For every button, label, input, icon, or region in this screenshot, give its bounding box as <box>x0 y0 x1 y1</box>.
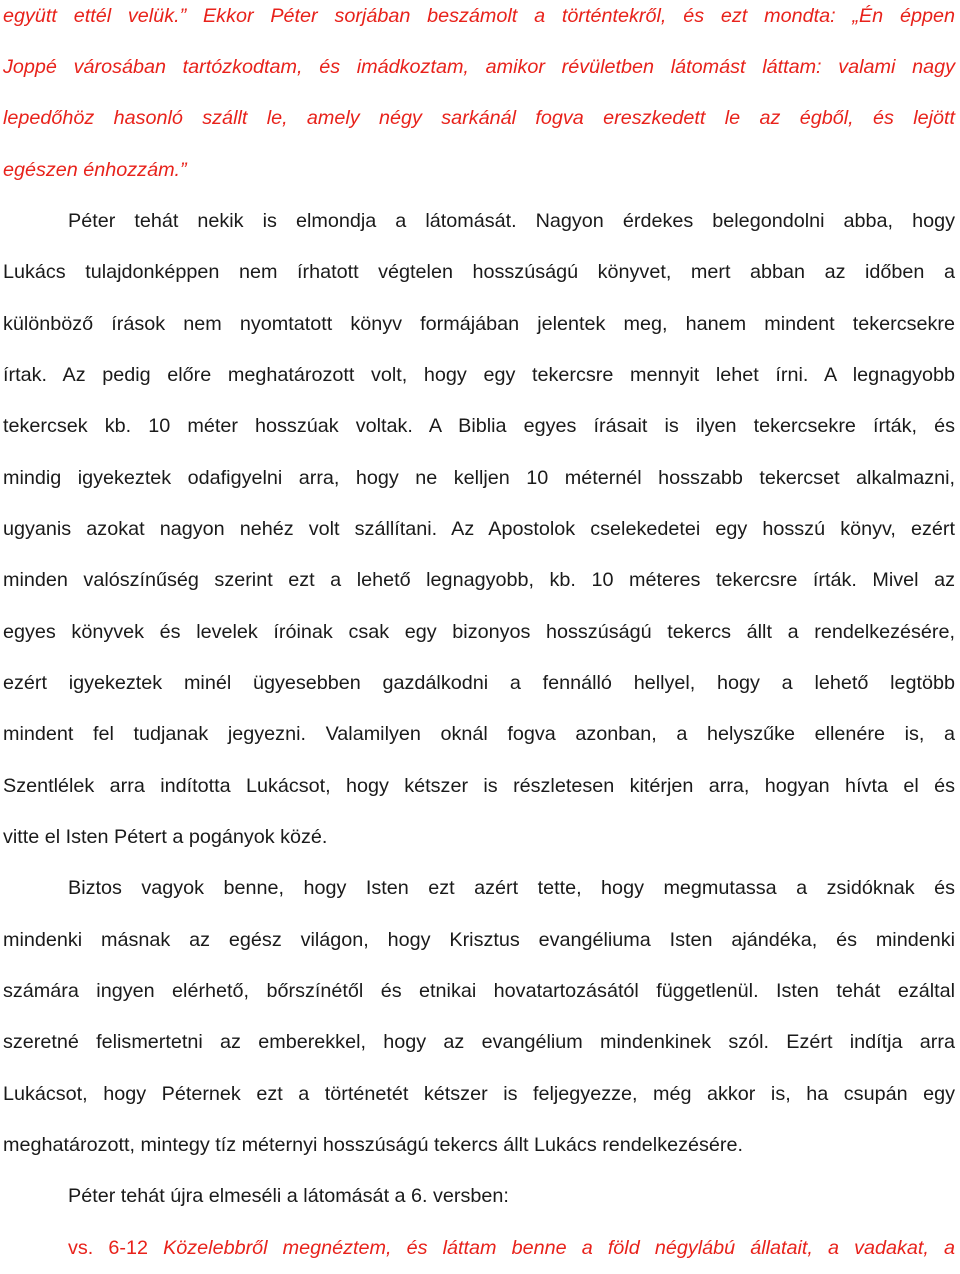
paragraph-text: vitte el Isten Pétert a pogányok közé. <box>3 826 328 848</box>
paragraph-line-3 <box>3 298 955 350</box>
paragraph2-line-5 <box>3 1068 955 1120</box>
paragraph-line-13 <box>3 811 955 863</box>
scripture-line-3 <box>3 92 955 144</box>
paragraph-text: írtak. Az pedig előre meghatározott volt, hogy egy tekercsre mennyit lehet írni. A legnagyobb <box>3 364 955 386</box>
paragraph-text: mindent fel tudjanak jegyezni. Valamilyen oknál fogva azonban, a helyszűke ellenére is, a <box>3 723 955 745</box>
paragraph3-line-1 <box>68 1170 955 1222</box>
paragraph-text: Szentlélek arra indította Lukácsot, hogy kétszer is részletesen kitérjen arra, hogyan hívta el és <box>3 775 955 797</box>
paragraph-line-6 <box>3 452 955 504</box>
paragraph-text: Péter tehát újra elmeséli a látomását a 6. versben: <box>68 1185 509 1207</box>
scripture-line-4 <box>3 144 955 196</box>
paragraph-line-2 <box>3 246 955 298</box>
scripture-text: Joppé városában tartózkodtam, és imádkoztam, amikor révületben látomást láttam: valami nagy <box>3 56 955 78</box>
paragraph-text: egyes könyvek és levelek íróinak csak egy bizonyos hosszúságú tekercs állt a rendelkezésére, <box>3 621 955 643</box>
paragraph-line-7 <box>3 503 955 555</box>
paragraph2-line-3 <box>3 965 955 1017</box>
paragraph-text: szeretné felismertetni az emberekkel, hogy az evangélium mindenkinek szól. Ezért indítja arra <box>3 1031 955 1053</box>
paragraph-text: meghatározott, mintegy tíz méternyi hosszúságú tekercs állt Lukács rendelkezésére. <box>3 1134 743 1156</box>
paragraph-line-1 <box>68 195 955 247</box>
paragraph-text: különböző írások nem nyomtatott könyv formájában jelentek meg, hanem mindent tekercsekre <box>3 313 955 335</box>
paragraph-text: Lukácsot, hogy Péternek ezt a történetét kétszer is feljegyezze, még akkor is, ha csupán egy <box>3 1083 955 1105</box>
paragraph-text: számára ingyen elérhető, bőrszínétől és etnikai hovatartozásától függetlenül. Isten tehát ezáltal <box>3 980 955 1002</box>
scripture-text: lepedőhöz hasonló szállt le, amely négy sarkánál fogva ereszkedett le az égből, és lejött <box>3 107 955 129</box>
paragraph-line-9 <box>3 606 955 658</box>
paragraph-text: ezért igyekeztek minél ügyesebben gazdálkodni a fennálló hellyel, hogy a lehető legtöbb <box>3 672 955 694</box>
paragraph2-line-2 <box>3 914 955 966</box>
paragraph-line-12 <box>3 760 955 812</box>
paragraph-text: ugyanis azokat nagyon nehéz volt szállítani. Az Apostolok cselekedetei egy hosszú könyv, ezért <box>3 518 955 540</box>
scripture-text: együtt ettél velük.” Ekkor Péter sorjában beszámolt a történtekről, és ezt mondta: „Én éppen <box>3 5 955 27</box>
scripture-text: Közelebbről megnéztem, és láttam benne a föld négylábú állatait, a vadakat, a <box>163 1237 955 1259</box>
paragraph-line-11 <box>3 708 955 760</box>
paragraph-text: mindenki másnak az egész világon, hogy Krisztus evangéliuma Isten ajándéka, és mindenki <box>3 929 955 951</box>
paragraph-text: Biztos vagyok benne, hogy Isten ezt azért tette, hogy megmutassa a zsidóknak és <box>68 877 955 899</box>
scripture-line-2 <box>3 41 955 93</box>
paragraph-text: mindig igyekeztek odafigyelni arra, hogy ne kelljen 10 méternél hosszabb tekercset alkalmazni, <box>3 467 955 489</box>
paragraph2-line-6 <box>3 1119 955 1171</box>
scripture-text: egészen énhozzám.” <box>3 159 187 181</box>
verse-reference: vs. 6-12 <box>68 1237 164 1259</box>
paragraph-text: tekercsek kb. 10 méter hosszúak voltak. A Biblia egyes írásait is ilyen tekercsekre írták, és <box>3 415 955 437</box>
paragraph-line-4 <box>3 349 955 401</box>
paragraph-line-5 <box>3 400 955 452</box>
scripture-verse-line <box>68 1222 955 1274</box>
paragraph-text: Lukács tulajdonképpen nem írhatott végtelen hosszúságú könyvet, mert abban az időben a <box>3 261 955 283</box>
paragraph2-line-1 <box>68 862 955 914</box>
paragraph-line-8 <box>3 554 955 606</box>
paragraph-text: minden valószínűség szerint ezt a lehető legnagyobb, kb. 10 méteres tekercsre írták. Mivel az <box>3 569 955 591</box>
paragraph-line-10 <box>3 657 955 709</box>
scripture-line-1 <box>3 0 955 42</box>
paragraph-text: Péter tehát nekik is elmondja a látomását. Nagyon érdekes belegondolni abba, hogy <box>68 210 955 232</box>
paragraph2-line-4 <box>3 1016 955 1068</box>
